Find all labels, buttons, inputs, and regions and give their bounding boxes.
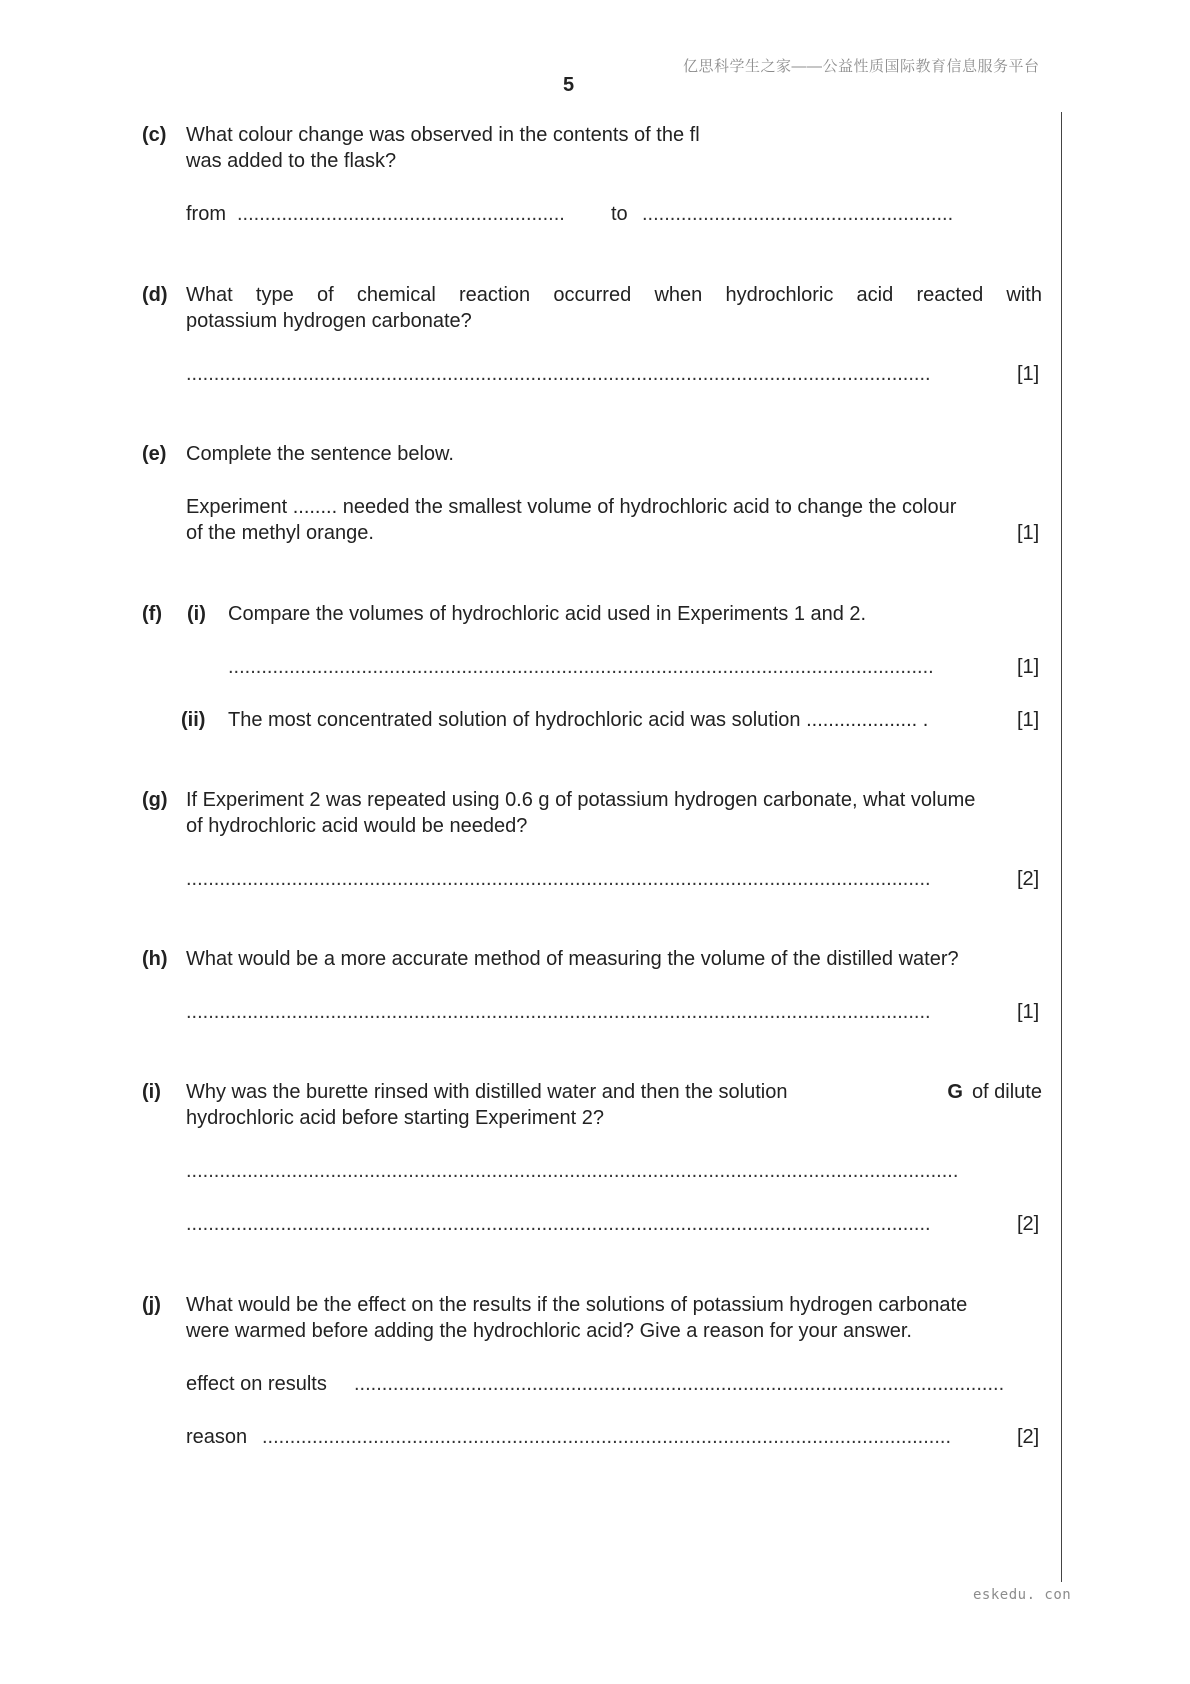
question-label: (f) [142,603,162,625]
question-label: (e) [142,443,167,465]
marks-indicator: [1] [1017,363,1040,385]
from-label: from [186,203,226,225]
marks-indicator: [1] [1017,709,1040,731]
sentence-text: of the methyl orange. [186,522,374,544]
marks-indicator: [2] [1017,1213,1040,1235]
answer-line[interactable]: ...................................................................................................................................... [186,868,931,890]
question-text: What would be a more accurate method of measuring the volume of the distilled water? [186,948,959,970]
answer-line[interactable]: ...................................................................................................................................... [186,1213,931,1235]
solution-letter: G [947,1081,963,1103]
question-label: (d) [142,284,168,306]
question-text: were warmed before adding the hydrochloric acid? Give a reason for your answer. [186,1320,912,1342]
marks-indicator: [1] [1017,1001,1040,1023]
sentence-text: Experiment ........ needed the smallest volume of hydrochloric acid to change the colour [186,496,957,518]
reason-answer-line[interactable]: ............................................................................................................................ [262,1426,952,1448]
question-text: potassium hydrogen carbonate? [186,310,472,332]
question-text: of hydrochloric acid would be needed? [186,815,528,837]
question-text: What colour change was observed in the contents of the fl [186,124,700,146]
answer-line[interactable]: ........................................................................................................................................... [186,1160,959,1182]
question-text: If Experiment 2 was repeated using 0.6 g of potassium hydrogen carbonate, what volume [186,789,976,811]
answer-line[interactable]: ...................................................................................................................................... [186,1001,931,1023]
margin-rule [1061,112,1062,1582]
subquestion-text: Compare the volumes of hydrochloric acid used in Experiments 1 and 2. [228,603,867,625]
question-text: What type of chemical reaction occurred when hydrochloric acid reacted with [186,284,1042,306]
answer-line[interactable]: ............................................................................................................................... [228,656,934,678]
footer-site: eskedu. con [973,1587,1072,1603]
question-text [186,1079,1042,1105]
from-answer-line[interactable]: ........................................................... [237,203,565,225]
header-watermark: 亿思科学生之家——公益性质国际教育信息服务平台 [683,58,1040,75]
effect-label: effect on results [186,1373,327,1395]
question-label: (c) [142,124,167,146]
to-label: to [611,203,628,225]
marks-indicator: [1] [1017,522,1040,544]
question-text: Complete the sentence below. [186,443,454,465]
question-text: hydrochloric acid before starting Experiment 2? [186,1107,604,1129]
question-label: (g) [142,789,168,811]
marks-indicator: [2] [1017,868,1040,890]
to-answer-line[interactable]: ........................................................ [642,203,954,225]
question-text: What would be the effect on the results if the solutions of potassium hydrogen carbonate [186,1294,968,1316]
question-label: (h) [142,948,168,970]
page-number: 5 [563,74,575,96]
marks-indicator: [1] [1017,656,1040,678]
subquestion-label: (i) [187,603,206,625]
reason-label: reason [186,1426,248,1448]
marks-indicator: [2] [1017,1426,1040,1448]
subquestion-text: The most concentrated solution of hydrochloric acid was solution .................... . [228,709,929,731]
answer-line[interactable]: ...................................................................................................................................... [186,363,931,385]
question-text-part: of dilute [971,1081,1042,1103]
question-text-part: Why was the burette rinsed with distilled water and then the solution [186,1081,788,1103]
subquestion-label: (ii) [181,709,206,731]
question-label: (i) [142,1081,161,1103]
question-label: (j) [142,1294,161,1316]
question-text: was added to the flask? [186,150,397,172]
effect-answer-line[interactable]: ..................................................................................................................... [354,1373,1005,1395]
